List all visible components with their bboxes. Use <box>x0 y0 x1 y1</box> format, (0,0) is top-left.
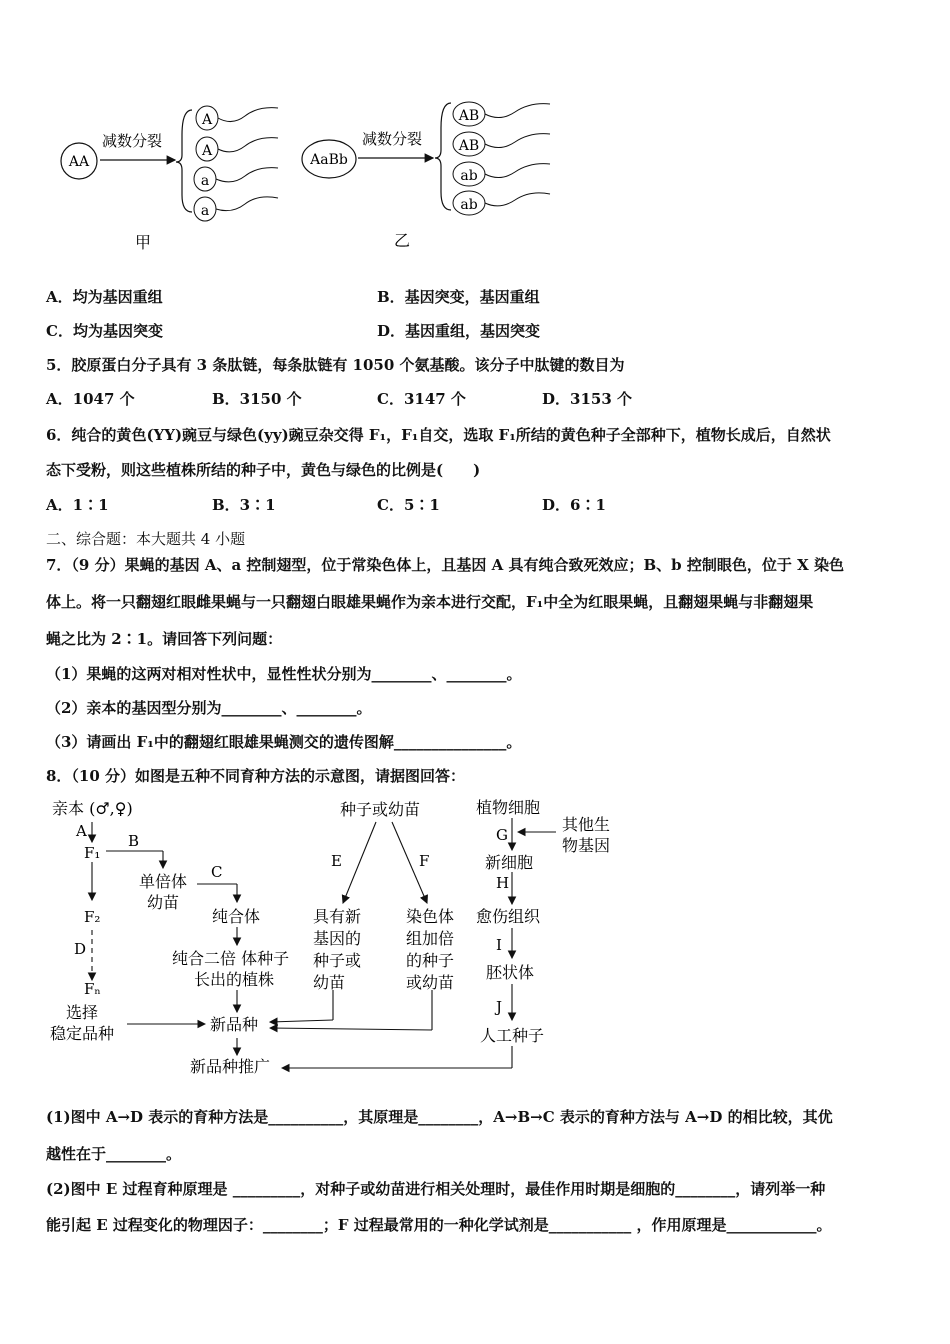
section-heading: 二、综合题：本大题共 4 小题 <box>46 530 246 548</box>
label-h: H <box>496 874 510 892</box>
caption-yi: 乙 <box>393 231 411 250</box>
label-artseed: 人工种子 <box>480 1026 545 1045</box>
label-i: I <box>496 936 502 954</box>
label-seed: 种子或幼苗 <box>340 800 421 819</box>
q4-option-d: D．基因重组，基因突变 <box>377 322 541 340</box>
gamete-label: ab <box>460 168 478 184</box>
label-pure: 纯合体 <box>212 907 261 926</box>
q8-sub1a: (1)图中 A→D 表示的育种方法是__________，其原理是________，A→B→C 表示的育种方法与 A→D 的相比较，其优 <box>46 1108 833 1126</box>
breeding-diagram <box>0 790 640 1090</box>
label-newgene: 幼苗 <box>313 973 346 992</box>
gamete-label: ab <box>460 197 478 213</box>
q6-option-d: D．6∶1 <box>542 496 606 514</box>
label-doubled: 组加倍 <box>406 929 455 948</box>
label-select1: 选择 <box>66 1003 99 1022</box>
q5-option-c: C．3147 个 <box>377 390 466 408</box>
parent-aa: AA <box>68 154 90 170</box>
label-diploid1: 纯合二倍 体种子 <box>172 949 290 968</box>
gametes-jia <box>194 106 278 221</box>
label-parent: 亲本 (♂,♀) <box>52 799 133 818</box>
label-other2: 物基因 <box>562 836 611 855</box>
q6-option-a: A．1∶1 <box>46 496 109 514</box>
q5-option-d: D．3153 个 <box>542 390 632 408</box>
label-doubled: 或幼苗 <box>406 973 455 992</box>
q6-option-c: C．5∶1 <box>377 496 440 514</box>
label-fn: Fₙ <box>84 980 101 998</box>
gamete-label: A <box>201 112 213 128</box>
q7-line1: 7．（9 分）果蝇的基因 A、a 控制翅型，位于常染色体上，且基因 A 具有纯合致死效应；B、b 控制眼色，位于 X 染色 <box>46 556 844 574</box>
label-a: A <box>76 822 87 840</box>
q4-option-c: C．均为基因突变 <box>46 322 163 340</box>
q4-option-b: B．基因突变，基因重组 <box>377 288 540 306</box>
label-callus: 愈伤组织 <box>476 907 541 926</box>
label-diploid2: 长出的植株 <box>194 970 275 989</box>
gamete-label: AB <box>458 108 480 124</box>
process-yi: 减数分裂 <box>361 130 423 148</box>
label-plantcell: 植物细胞 <box>476 798 541 817</box>
label-other1: 其他生 <box>562 815 611 834</box>
q7-sub1: （1）果蝇的这两对相对性状中，显性性状分别为________、________。 <box>46 665 522 683</box>
q8-sub1b: 越性在于________。 <box>46 1145 182 1163</box>
parent-aabb: AaBb <box>310 152 348 168</box>
label-select2: 稳定品种 <box>50 1024 115 1043</box>
q7-sub3: （3）请画出 F₁中的翻翅红眼雄果蝇测交的遗传图解_______________。 <box>46 733 522 751</box>
q6-line1: 6．纯合的黄色(YY)豌豆与绿色(yy)豌豆杂交得 F₁，F₁自交，选取 F₁所结的黄色种子全部种下，植物长成后，自然状 <box>46 426 831 444</box>
q8-stem: 8．（10 分）如图是五种不同育种方法的示意图，请据图回答： <box>46 767 466 785</box>
q5-stem: 5．胶原蛋白分子具有 3 条肽链，每条肽链有 1050 个氨基酸。该分子中肽键的数目为 <box>46 356 625 374</box>
label-j: J <box>496 998 503 1016</box>
gametes-yi <box>453 102 550 215</box>
q7-sub2: （2）亲本的基因型分别为________、________。 <box>46 699 372 717</box>
q5-option-b: B．3150 个 <box>212 390 302 408</box>
label-doubled: 染色体 <box>406 907 455 926</box>
gamete-label: a <box>200 203 210 219</box>
label-f1: F₁ <box>84 844 101 862</box>
gamete-label: a <box>200 173 210 189</box>
label-embryoid: 胚状体 <box>486 963 535 982</box>
label-newgene: 种子或 <box>313 951 362 970</box>
label-c: C <box>211 863 223 881</box>
label-e: E <box>331 852 342 870</box>
caption-jia: 甲 <box>134 233 152 252</box>
label-f2: F₂ <box>84 908 101 926</box>
q8-sub2a: (2)图中 E 过程育种原理是 _________，对种子或幼苗进行相关处理时，最佳作用时期是细胞的________，请列举一种 <box>46 1180 826 1198</box>
label-doubled: 的种子 <box>406 951 455 970</box>
label-haploid1: 单倍体 <box>139 872 188 891</box>
q6-option-b: B．3∶1 <box>212 496 276 514</box>
process-jia: 减数分裂 <box>101 132 163 150</box>
q7-line2: 体上。将一只翻翅红眼雌果蝇与一只翻翅白眼雄果蝇作为亲本进行交配，F₁中全为红眼果蝇，且翻翅果蝇与非翻翅果 <box>46 593 814 611</box>
q5-option-a: A．1047 个 <box>46 390 135 408</box>
label-f: F <box>419 852 430 870</box>
label-newcell: 新细胞 <box>485 853 534 872</box>
q4-option-a: A．均为基因重组 <box>46 288 163 306</box>
label-newgene: 基因的 <box>313 929 362 948</box>
meiosis-figure <box>0 90 620 260</box>
label-b: B <box>128 832 140 850</box>
label-newgene: 具有新 <box>313 907 362 926</box>
gamete-label: AB <box>458 138 480 154</box>
label-newvar: 新品种 <box>210 1015 259 1034</box>
q7-line3: 蝇之比为 2∶1。请回答下列问题： <box>46 630 283 648</box>
label-g: G <box>496 826 508 844</box>
label-promote: 新品种推广 <box>190 1057 271 1076</box>
q8-sub2b: 能引起 E 过程变化的物理因子：________；F 过程最常用的一种化学试剂是___________ ，作用原理是____________。 <box>46 1216 832 1234</box>
label-d: D <box>74 940 87 958</box>
q6-line2: 态下受粉，则这些植株所结的种子中，黄色与绿色的比例是( ) <box>46 461 481 479</box>
label-haploid2: 幼苗 <box>147 893 180 912</box>
gamete-label: A <box>201 143 213 159</box>
